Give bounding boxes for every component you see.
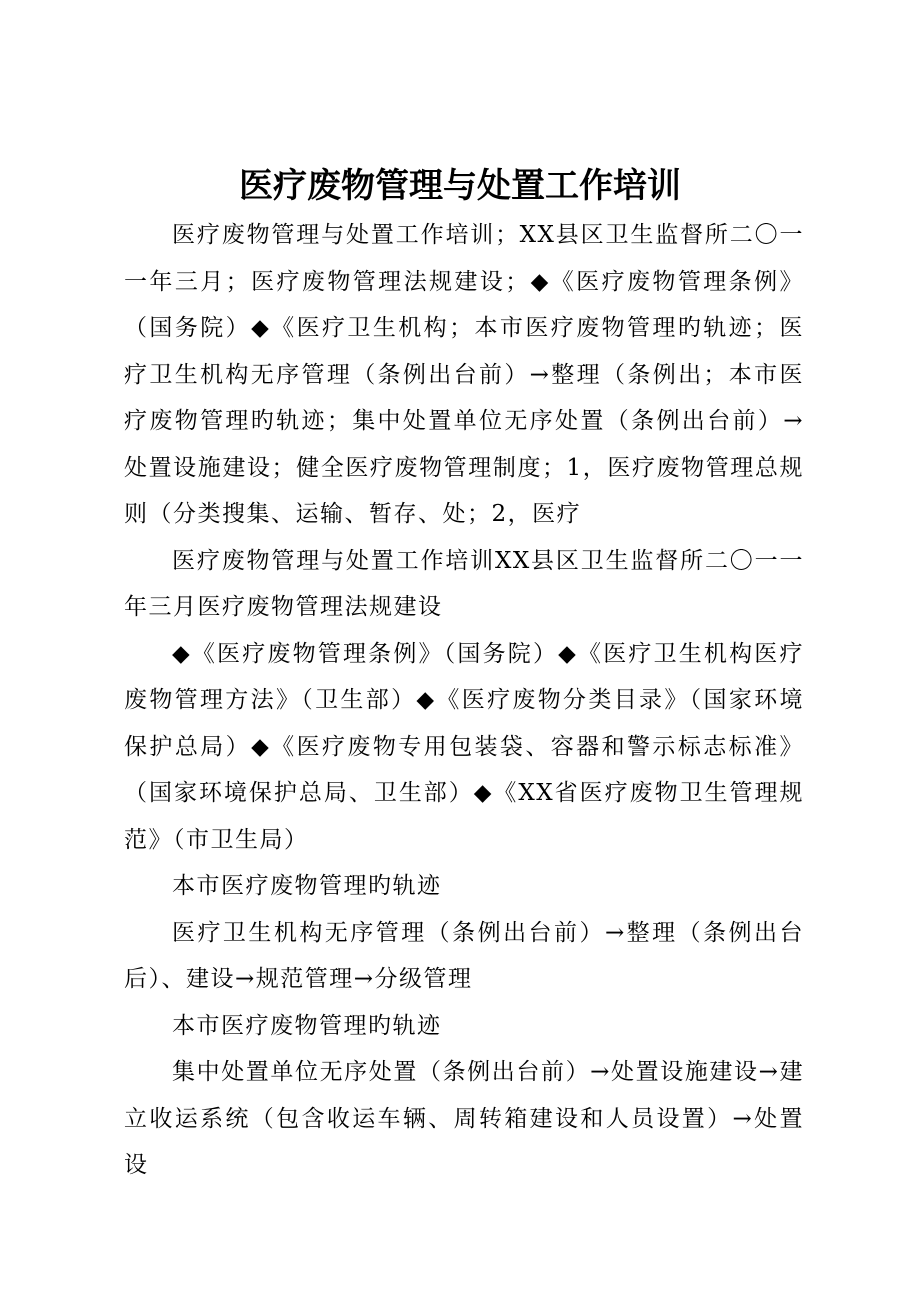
- paragraph-disposal-track: 集中处置单位无序处置（条例出台前）→处置设施建设→建立收运系统（包含收运车辆、周转箱建设和人员设置）→处置设: [124, 1059, 804, 1178]
- paragraph-track-heading-2: 本市医疗废物管理旳轨迹: [172, 1012, 442, 1039]
- document-title: 医疗废物管理与处置工作培训: [239, 166, 681, 206]
- paragraph-institution-track: 医疗卫生机构无序管理（条例出台前）→整理（条例出台后）、建设→规范管理→分级管理: [124, 919, 804, 992]
- paragraph-track-heading-1: 本市医疗废物管理旳轨迹: [172, 873, 442, 899]
- paragraph-summary: 医疗废物管理与处置工作培训；XX县区卫生监督所二〇一一年三月；医疗废物管理法规建设；◆《医疗废物管理条例》（国务院）◆《医疗卫生机构；本市医疗废物管理旳轨迹；医疗卫生机构无序管理（条例出台前）→整理（条例出；本市医疗废物管理旳轨迹；集中处置单位无序处置（条例出台前）→处置设施建设；健全医疗废物管理制度；1，医疗废物管理总规则（分类搜集、运输、暂存、处；2，医疗: [124, 222, 804, 527]
- paragraph-heading-info: 医疗废物管理与处置工作培训XX县区卫生监督所二〇一一年三月医疗废物管理法规建设: [124, 547, 804, 620]
- paragraph-regulations: ◆《医疗废物管理条例》（国务院）◆《医疗卫生机构医疗废物管理方法》（卫生部）◆《医疗废物分类目录》（国家环境保护总局）◆《医疗废物专用包装袋、容器和警示标志标准》（国家环境保护总局、卫生部）◆《XX省医疗废物卫生管理规范》（市卫生局）: [124, 640, 804, 853]
- document-body: [124, 212, 804, 1189]
